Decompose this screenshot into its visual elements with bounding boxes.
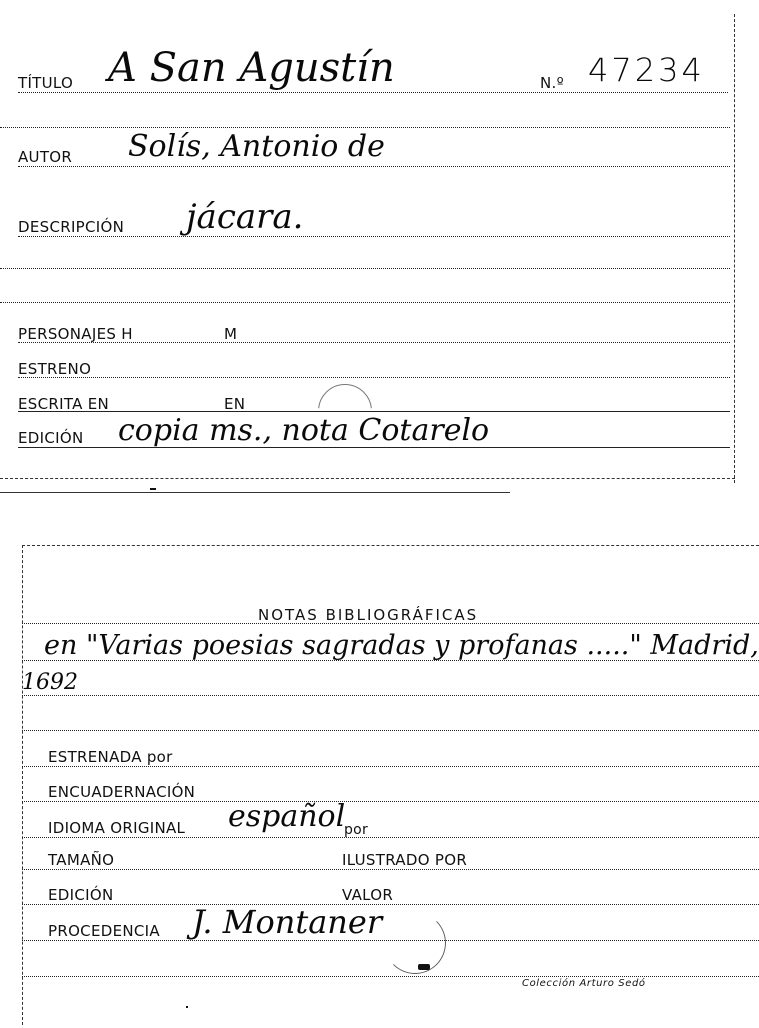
edicion-rule-bottom [22,904,759,905]
tamano-rule [22,869,759,870]
descripcion-value: jácara. [186,197,304,237]
idioma-label: IDIOMA ORIGINAL [48,819,186,837]
descripcion-rule [18,236,730,237]
card-edge-left [22,545,23,1025]
notas-rule-1 [22,660,759,661]
bottom-rule [22,976,759,977]
procedencia-label: PROCEDENCIA [48,922,160,940]
card-edge-top [22,545,759,546]
estreno-rule [18,377,730,378]
notas-line-2: 1692 [22,670,78,695]
idioma-por-label: por [344,822,369,838]
escrita-en2-label: EN [224,395,246,413]
coleccion-label: Colección Arturo Sedó [522,978,646,989]
encuadernacion-rule [22,801,759,802]
idioma-value: español [228,799,346,834]
edicion-label-bottom: EDICIÓN [48,886,114,904]
autor-rule [18,166,730,167]
autor-label: AUTOR [18,148,73,166]
tamano-label: TAMAÑO [48,851,115,869]
scan-speck-2 [186,1006,188,1008]
scan-speck [150,488,156,490]
estrenada-rule [22,766,759,767]
card-edge-shadow [0,492,510,493]
numero-label: N.º [540,74,564,92]
notas-title-rule [22,623,759,624]
idioma-rule [22,837,759,838]
card-edge-right [734,14,735,483]
autor-value: Solís, Antonio de [128,129,385,164]
notas-rule-2 [22,695,759,696]
edicion-label: EDICIÓN [18,429,84,447]
card-edge-bottom [0,478,735,479]
escrita-en-label: ESCRITA EN [18,395,110,413]
encuadernacion-label: ENCUADERNACIÓN [48,783,196,801]
titulo-rule [18,92,728,93]
procedencia-value: J. Montaner [192,903,383,941]
estrenada-label: ESTRENADA por [48,748,173,766]
estreno-label: ESTRENO [18,360,92,378]
blank-rule-1 [0,127,730,128]
stamp-ring-bottom [384,912,446,974]
titulo-value: A San Agustín [108,45,395,91]
personajes-label: PERSONAJES H [18,325,133,343]
edicion-rule [18,447,730,448]
edicion-value: copia ms., nota Cotarelo [118,413,490,448]
blank-rule-2 [0,268,730,269]
catalog-card-bottom [0,540,759,1028]
stamp-mark [418,964,430,970]
numero-value: 47234 [588,51,705,89]
escrita-en-rule [18,411,730,412]
personajes-rule [18,342,730,343]
catalog-card-top [0,0,740,485]
titulo-label: TÍTULO [18,74,74,92]
descripcion-label: DESCRIPCIÓN [18,218,125,236]
ilustrado-label: ILUSTRADO POR [342,851,468,869]
notas-line-1: en "Varias poesias sagradas y profanas ....." Madrid, [44,630,759,661]
notas-title: NOTAS BIBLIOGRÁFICAS [258,606,479,624]
valor-label: VALOR [342,886,394,904]
blank-rule-3 [0,302,730,303]
notas-rule-3 [22,730,759,731]
personajes-m-label: M [224,325,238,343]
